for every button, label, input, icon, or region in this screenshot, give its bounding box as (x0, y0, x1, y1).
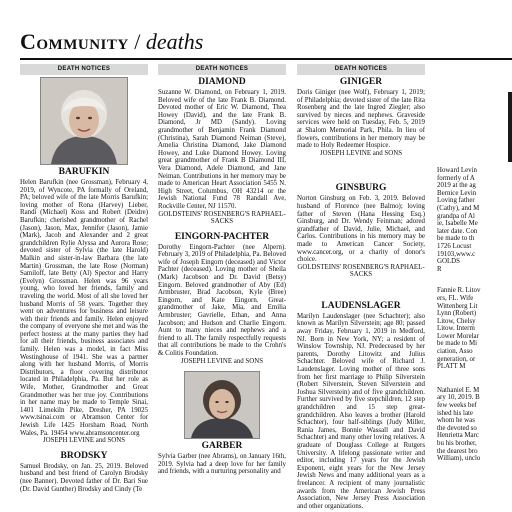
partial-text-line: ished his late (437, 409, 473, 417)
partial-notice-bottom (437, 387, 512, 463)
partial-text-line: William), unclo (437, 455, 481, 463)
column-header: DEATH NOTICES (20, 64, 148, 75)
partial-notice-top (437, 167, 512, 273)
funeral-home: JOSEPH LEVINE and SONS (180, 357, 264, 365)
notice-text: Helen Barufkin (nee Grossman), February 4, 2019, of Wyncote, PA formally of Oreland, PA; beloved wife of the late Morris Barufkin; loving mother of Rona (Harvey) Lieber, Randi (Michael) Koss and Robert (Deidre) Barufkin; cherished grandmother of Rachel (Jason), Jason, Max, Jennifer (Jason), Jamie (Mark), Jacob and Alexander and 2 great grandchildren Rylie Alyssa and Aurora Rose; devoted sister of Sylvia (the late Harold) Malkin and sister-in-law Barbara (the late Martin) Grossman, the late Rose (Norman) Samiloff, late Betty (Al) Spector and Harry (Evelyn) Grossman. Helen was 96 years young, who loved her friends, family and traveling the world. Most of all she loved her husband Morris of 58 years. Together they went on adventures for business and leisure with their friends and family. Helen enjoyed the company of everyone she met and was the perfect hostess at the many parties they had for all their friends, business associates and family. Helen was a model, in fact Miss Westinghouse of 1941. She was a partner along with her husband Morris, of Morris Distributors, a floor covering distributor located in Philadelphia, Pa. But her role as Wife, Mother, Grandmother and Great Grandmother was her true joy. Contributions in her name may be made to Temple Sinai, 1401 Limekiln Pike, Dresher, PA 19025 www.tsinai.com or Abramson Center for Jewish Life 1425 Horsham Road, North Wales, Pa. 19454 www.abramsoncenter.org (20, 179, 148, 437)
partial-text-line: be made to th (437, 235, 475, 243)
partial-text-line: formerly of A (437, 174, 475, 182)
notice-text: Marilyn Laudenslager (nee Schachter); also known as Marilyn Silverstein; age 80; passed away Friday, February 1, 2019 in Medford, NJ. Born in New York, NY; a resident of Winslow Township, NJ. Predeceased by her parents, Dorothy Litowitz and Julius Schachter. Beloved wife of Richard J. Laudenslager. Loving mother of three sons from her first marriage to Philip Silverstein (Robert Silverstein, Steven Silverstein and Joshua Silverstein) and of five grandchildren. Further survived by five stepchildren, 12 step grandchildren and 15 step great-grandchildren. Also leaves a brother (Harold Schachter), four half-siblings (Judy Miller, Rania James, Bonnie Wassall and David Schachter) and many other loving relatives. A graduate of Douglass College at Rutgers University. A lifelong passionate writer and editor, including 17 years for the Jewish Exponent, eight years for the New Jersey Jewish News and many additional years as a freelancer. A recipient of many journalistic awards from the American Jewish Press Association, New Jersey Press Association and other organizations. (297, 312, 425, 510)
partial-text-line: whom he was (437, 417, 475, 425)
partial-text-line: ie, Isabelle Me (437, 220, 478, 228)
partial-text-line: ers, FL. Wife (437, 294, 474, 302)
notice-name: GINIGER (339, 77, 383, 87)
funeral-home: GOLDSTEINS' ROSENBERG'S RAPHAEL-SACKS (158, 210, 286, 226)
notice-name: DIAMOND (198, 77, 246, 87)
partial-text-line: 2019 at the ag (437, 182, 476, 190)
portrait-photo (184, 371, 260, 439)
partial-text-line: ary 10, 2019. B (437, 394, 480, 402)
partial-text-line: generation, or (437, 355, 476, 363)
notice-name: GARBER (201, 441, 243, 452)
partial-text-line: Fannie R. Litov (437, 287, 481, 295)
notice-name: GINSBURG (335, 183, 387, 194)
column-header: DEATH NOTICES (297, 64, 425, 75)
partial-text-line: later date. Con (437, 227, 478, 235)
partial-text-line: few weeks bef (437, 402, 477, 410)
funeral-home: JOSEPH LEVINE and SONS (42, 437, 126, 445)
partial-text-line: PLATT M (437, 363, 466, 371)
partial-text-line: Lynn (Robert) (437, 310, 477, 318)
notice-text: Doris Giniger (nee Wolf), February 1, 2019; of Philadelphia; devoted sister of the late Rita Rosenberg and the late Ingred Ziegler; also survived by nieces and nephews. Graveside services were held on Tuesday, Feb. 5, 2019 at Shalom Memorial Park, Phila. In lieu of flowers, contributions in her memory may be made to Holy Redeemer Hospice. (297, 89, 425, 150)
partial-text-line: Nathaniel E. M (437, 386, 480, 394)
partial-text-line: Howard Levin (437, 167, 477, 174)
portrait-image (185, 372, 259, 438)
section-title (20, 30, 203, 54)
funeral-home: GOLDSTEINS' ROSENBERG'S RAPHAEL-SACKS (297, 263, 425, 279)
notice-name: BRODSKY (60, 450, 108, 461)
column-header: DEATH NOTICES (158, 64, 286, 75)
partial-text-line: R (437, 265, 442, 273)
notice-name: LAUDENSLAGER (321, 300, 401, 311)
partial-notice-middle (437, 287, 512, 371)
partial-text-line: Loving father (437, 197, 475, 205)
notice-text: Suzanne W. Diamond, on February 1, 2019. Beloved wife of the late Frank B. Diamond. Devoted mother of Eric W. Diamond, Thea Howey (David), and the late Frank B. Diamond, Jr MD (Sandy). Loving grandmother of Benjamin Frank Diamond (Christina), Sarah Diamond Neiman (Steve), Amelia Christina Diamond, Jake Diamond Howey, and Luke Diamond Howey. Loving great grandmother of Frank B Diamond III, Vera Diamond, Adele Diamond, and Jane Neiman. Contributions in her memory may be made to American Heart Association 5455 N. High Street, Columbus, OH 43214 or the Jewish National Fund 78 Randall Ave, Rockville Center, NJ 11570. (158, 89, 286, 210)
section-rule (20, 58, 512, 60)
column-1 (20, 64, 148, 512)
column-3 (297, 64, 425, 512)
funeral-home: JOSEPH LEVINE and SONS (319, 149, 403, 157)
partial-text-line: (Cathy), and M (437, 204, 480, 212)
notice-text: Norton Ginsburg on Feb. 3, 2019. Beloved husband of Florence (nee Balmo); loving father of Steven (Hana Hessing Esq.) Ginsburg, and Dr. Wendy Feinman; adored grandfather of David, Julie, Michael, and Carlos. Contributions in his memory may be made to American Cancer Society, www.cancer.org, or a charity of donor's choice. (297, 195, 425, 264)
partial-text-line: GOLDS (437, 258, 460, 266)
notice-name: EINGORN-PACHTER (174, 231, 270, 242)
partial-text-line: the dearest bro (437, 447, 478, 455)
notice-text: Sylvia Garber (nee Abrams), on January 16th, 2019. Sylvia had a deep love for her family and friends, with a nurturing personality and (158, 453, 286, 476)
partial-text-line: Bernice Levin (437, 189, 477, 197)
partial-text-line: bu his brother, (437, 440, 477, 447)
title-separator: / (134, 29, 141, 54)
section-name: Community (20, 29, 129, 54)
partial-text-line: Litow, Chelsy (437, 317, 476, 325)
partial-text-line: grandpa of Al (437, 212, 475, 220)
subsection-name: deaths (145, 29, 204, 54)
partial-text-line: Wittenberg Lit (437, 302, 478, 310)
partial-text-line: Litow. Interm (437, 325, 475, 333)
column-4-partial (437, 64, 512, 512)
partial-text-line: 1726 Locust (437, 242, 472, 250)
notice-text: Dorothy Eingorn-Pachter (nee Alpern). February 3, 2019 of Philadelphia, Pa. Beloved wife of Joseph Eingorn (deceased) and Victor Pachter (deceased). Loving mother of Sheila (Mark) Jacobson and Dr. David (Betsy) Eingorn. Beloved grandmother of Aby (Ed) Armbruster, Brad Jacobson, Kyle (Bree) Eingorn, and Kate Eingorn. Great-grandmother of Jake, Mia, and Emilia Armbruster; Gavrielle, Ethan, and Anna Jacobson; and Hudson and Charlie Eingorn. Aunt to many nieces and nephews and a friend to all. The family respectfully requests that all contributions be made to the Crohn's & Colitis Foundation. (158, 243, 286, 357)
portrait-photo (40, 77, 128, 165)
partial-text-line: be made to Mi (437, 340, 477, 348)
partial-text-line: 19103,www.c (437, 250, 476, 258)
partial-text-line: Henrietta Marc (437, 432, 479, 440)
partial-text-line: ciation, Asso (437, 348, 473, 356)
notice-name: BARUFKIN (58, 167, 110, 177)
partial-text-line: Lower Morelar (437, 332, 479, 340)
notice-text: Samuel Brodsky, on Jan. 25, 2019. Beloved husband and best friend of Carolyn Brodsky (nee Banner). Devoted father of Dr. Bari Sue (Dr. David Gunther) Brodsky and Cindy (Te (20, 462, 148, 493)
portrait-image (41, 78, 127, 164)
partial-text-line: the devoted so (437, 424, 477, 432)
cropped-photo-edge (508, 92, 512, 162)
column-2 (158, 64, 286, 512)
